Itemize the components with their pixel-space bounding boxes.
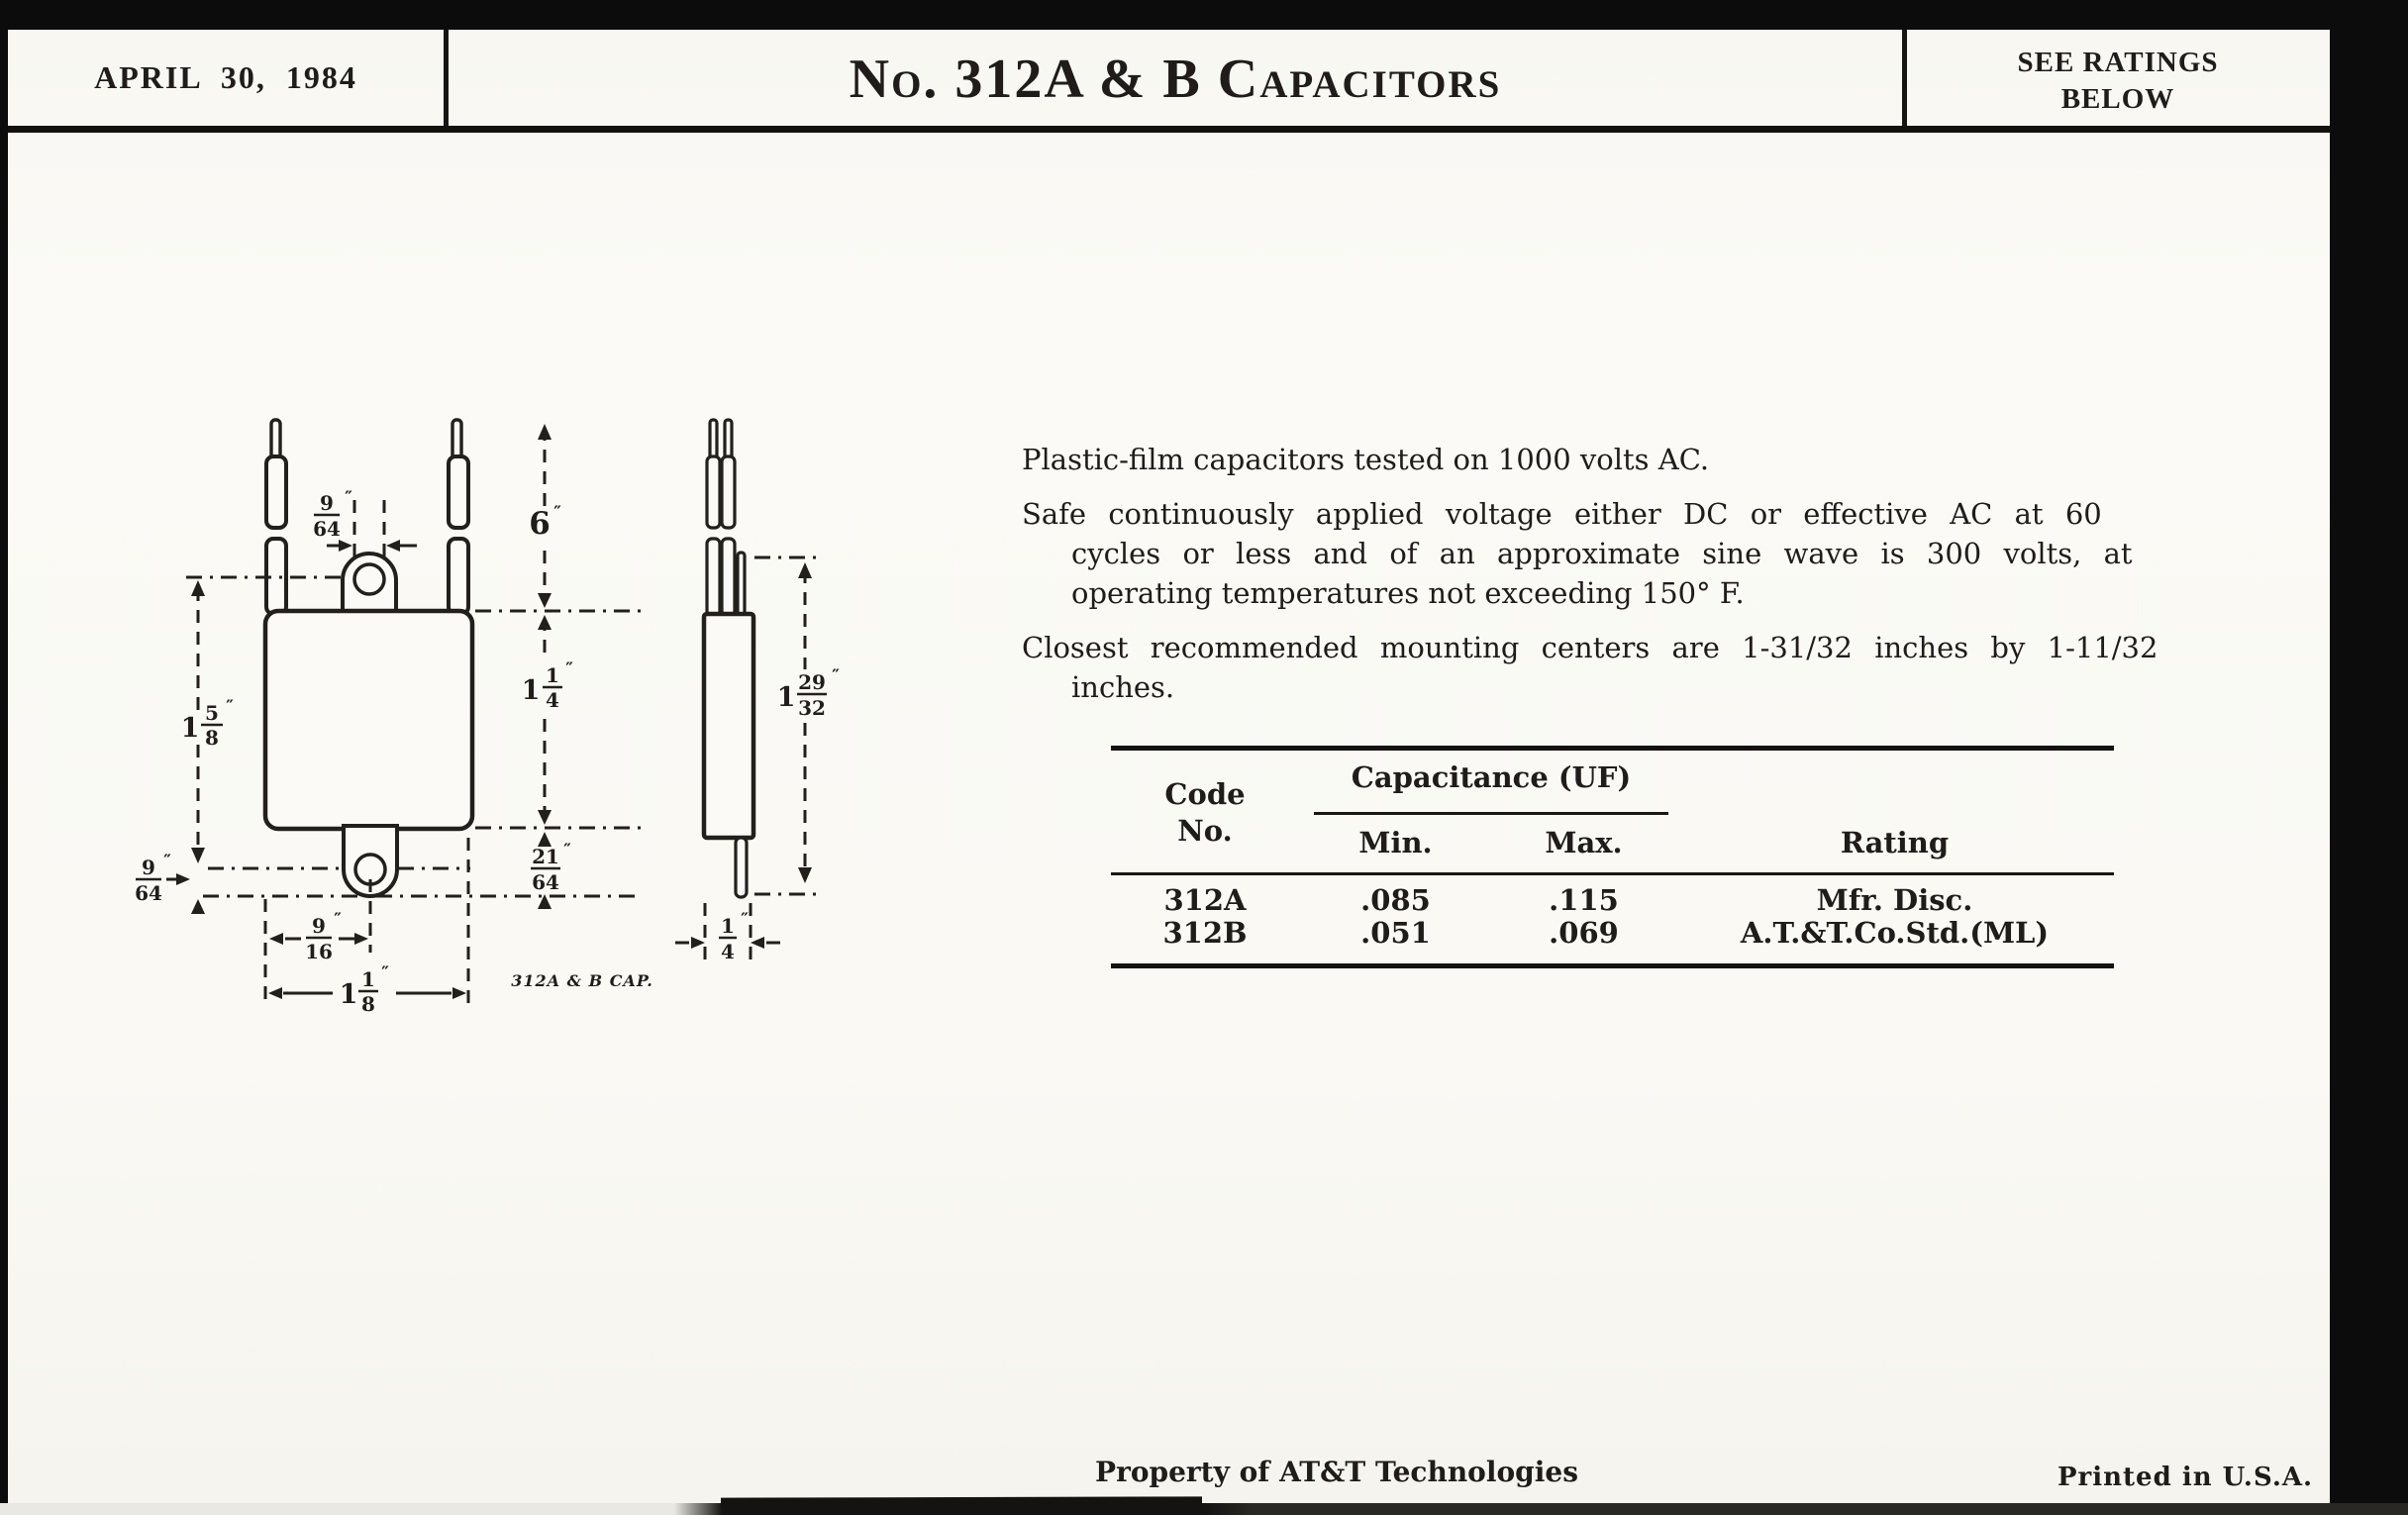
header-date: APRIL 30, 1984	[94, 59, 357, 95]
dim-case-w-whole: 1	[339, 979, 358, 1010]
table-header-rule	[1111, 872, 2114, 875]
dim-side-w-den: 4	[721, 940, 735, 963]
unit-mark: ″	[163, 852, 171, 871]
front-view	[265, 420, 472, 896]
column-header-code-line1: Code	[1164, 777, 1246, 811]
dim-lead-above-den: 4	[546, 688, 559, 712]
ratings-note-line2: BELOW	[2060, 83, 2175, 115]
note-paragraph	[1022, 628, 2277, 707]
cell-code: 312B	[1162, 916, 1248, 950]
ratings-note-line1: SEE RATINGS	[2017, 47, 2219, 78]
dim-side-w-num: 1	[721, 914, 735, 938]
note-line: Closest recommended mounting centers are 1-31/32 inches by 1-11/32	[1022, 631, 2158, 664]
table-row	[1111, 883, 2114, 917]
note-line: inches.	[1071, 670, 1175, 704]
scan-edge-bottom	[0, 1503, 2408, 1515]
dim-tab-right-num: 21	[532, 845, 559, 868]
capacitor-body-front	[265, 611, 472, 829]
unit-mark: ″	[345, 488, 352, 508]
scan-edge-bottom-sliver	[721, 1496, 1202, 1507]
column-group-underline	[1314, 812, 1668, 815]
dim-hole-dia-den: 64	[313, 517, 341, 541]
dim-tab-left-den: 64	[135, 881, 162, 905]
unit-mark: ″	[832, 666, 840, 686]
cell-code: 312A	[1163, 883, 1247, 917]
capacitor-body-side	[704, 614, 753, 838]
dim-lead-length: 6	[529, 506, 551, 542]
dim-case-w-num: 1	[361, 967, 375, 991]
dim-hole-off-num: 9	[312, 914, 326, 938]
dim-case-h-num: 5	[205, 701, 219, 725]
dim-lead-above-whole: 1	[521, 675, 541, 706]
dim-lead-above-num: 1	[546, 663, 559, 687]
unit-mark: ″	[553, 503, 561, 523]
unit-mark: ″	[334, 910, 342, 930]
dim-case-w-den: 8	[361, 992, 375, 1016]
cell-rating: A.T.&T.Co.Std.(ML)	[1740, 916, 2050, 950]
column-header-rating: Rating	[1840, 826, 1950, 859]
dim-side-h-whole: 1	[776, 682, 796, 713]
dim-hole-off-den: 16	[305, 940, 333, 963]
dim-case-h-den: 8	[205, 726, 219, 750]
dim-hole-dia-num: 9	[320, 491, 334, 515]
footer-printed-notice: Printed in U.S.A.	[2057, 1463, 2314, 1492]
unit-mark: ″	[563, 841, 571, 860]
side-mounting-tab	[736, 838, 747, 897]
cell-min: .085	[1360, 883, 1431, 917]
dim-side-h-den: 32	[798, 696, 826, 720]
dim-case-h-whole: 1	[180, 713, 200, 744]
note-line: Plastic-film capacitors tested on 1000 volts AC.	[1022, 443, 1710, 476]
page-title: No. 312A & B Capacitors	[849, 48, 1502, 110]
table-row	[1111, 916, 2114, 950]
note-line: Safe continuously applied voltage either DC or effective AC at 60	[1022, 497, 2102, 531]
drawing-caption: 312A & B CAP.	[511, 971, 653, 990]
unit-mark: ″	[741, 910, 749, 930]
note-line: operating temperatures not exceeding 150° F.	[1071, 576, 1745, 610]
footer-property-notice: Property of AT&T Technologies	[1095, 1456, 1578, 1488]
unit-mark: ″	[565, 659, 573, 679]
column-header-max: Max.	[1545, 826, 1623, 859]
unit-mark: ″	[226, 697, 234, 717]
cell-min: .051	[1360, 916, 1431, 950]
side-view-leads	[707, 420, 745, 616]
column-header-code-line2: No.	[1177, 814, 1233, 848]
note-paragraph	[1022, 440, 2277, 479]
cell-max: .115	[1549, 883, 1619, 917]
scan-edge-left	[0, 0, 8, 1515]
ratings-note	[1907, 36, 2329, 127]
dim-tab-right-den: 64	[532, 870, 559, 894]
column-group-header: Capacitance (UF)	[1351, 760, 1632, 794]
note-line: cycles or less and of an approximate sine wave is 300 volts, at	[1071, 537, 2133, 570]
dim-side-h-num: 29	[798, 670, 826, 694]
note-paragraph	[1022, 494, 2277, 613]
side-view	[704, 420, 753, 897]
dim-tab-left-num: 9	[142, 856, 155, 879]
ratings-table	[1111, 746, 2114, 968]
scan-edge-right	[2330, 0, 2408, 1515]
technical-drawing	[0, 0, 1050, 1089]
cell-rating: Mfr. Disc.	[1816, 883, 1973, 917]
column-header-min: Min.	[1358, 826, 1433, 859]
notes-block	[1022, 440, 2277, 722]
column-header-code	[1111, 776, 1299, 850]
unit-mark: ″	[381, 963, 389, 983]
cell-max: .069	[1549, 916, 1619, 950]
scan-edge-top	[0, 0, 2408, 30]
